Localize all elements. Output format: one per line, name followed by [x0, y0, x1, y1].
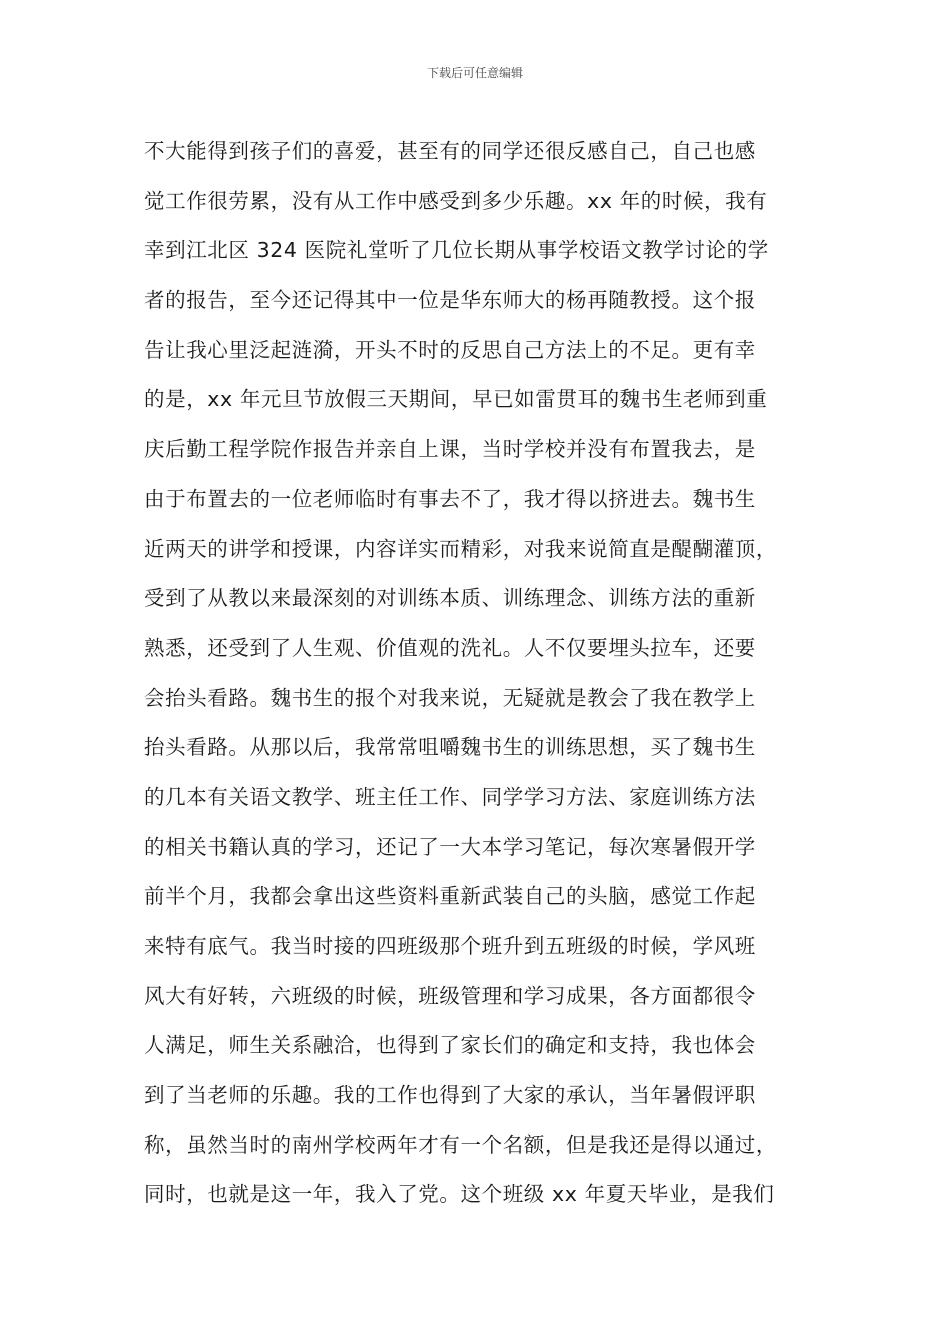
text-line: 不大能得到孩子们的喜爱，甚至有的同学还很反感自己，自己也感 [144, 139, 756, 163]
body-text [144, 127, 824, 1220]
text-line: 的几本有关语文教学、班主任工作、同学学习方法、家庭训练方法 [144, 784, 756, 809]
text-line: 熟悉，还受到了人生观、价值观的洗礼。人不仅要埋头拉车，还要 [144, 635, 756, 660]
text-line: 由于布置去的一位老师临时有事去不了，我才得以挤进去。魏书生 [144, 486, 756, 511]
text-line: 到了当老师的乐趣。我的工作也得到了大家的承认，当年暑假评职 [144, 1083, 756, 1108]
text-line: 受到了从教以来最深刻的对训练本质、训练理念、训练方法的重新 [144, 586, 756, 611]
text-line: 抬头看路。从那以后，我常常咀嚼魏书生的训练思想，买了魏书生 [144, 735, 756, 760]
text-line: 前半个月，我都会拿出这些资料重新武装自己的头脑，感觉工作起 [144, 884, 756, 909]
text-line: 觉工作很劳累，没有从工作中感受到多少乐趣。xx 年的时候，我有 [144, 188, 768, 213]
text-line: 的相关书籍认真的学习，还记了一大本学习笔记，每次寒暑假开学 [144, 834, 756, 859]
text-line: 告让我心里泛起涟漪，开头不时的反思自己方法上的不足。更有幸 [144, 337, 756, 362]
text-line: 者的报告，至今还记得其中一位是华东师大的杨再随教授。这个报 [144, 288, 756, 313]
text-line: 称，虽然当时的南州学校两年才有一个名额，但是我还是得以通过， [144, 1132, 777, 1157]
text-line: 风大有好转，六班级的时候，班级管理和学习成果，各方面都很令 [144, 983, 756, 1008]
text-line: 庆后勤工程学院作报告并亲自上课，当时学校并没有布置我去，是 [144, 437, 756, 462]
text-line: 幸到江北区 324 医院礼堂听了几位长期从事学校语文教学讨论的学 [144, 238, 769, 263]
text-line: 人满足，师生关系融洽，也得到了家长们的确定和支持，我也体会 [144, 1033, 756, 1058]
text-line: 近两天的讲学和授课，内容详实而精彩，对我来说简直是醍醐灌顶， [144, 536, 777, 561]
text-line: 的是，xx 年元旦节放假三天期间，早已如雷贯耳的魏书生老师到重 [144, 387, 768, 412]
text-line: 会抬头看路。魏书生的报个对我来说，无疑就是教会了我在教学上 [144, 685, 756, 710]
text-line: 来特有底气。我当时接的四班级那个班升到五班级的时候，学风班 [144, 934, 756, 958]
page-header: 下载后可任意编辑 [426, 66, 523, 80]
text-line: 同时，也就是这一年，我入了党。这个班级 xx 年夏天毕业，是我们 [144, 1182, 775, 1207]
